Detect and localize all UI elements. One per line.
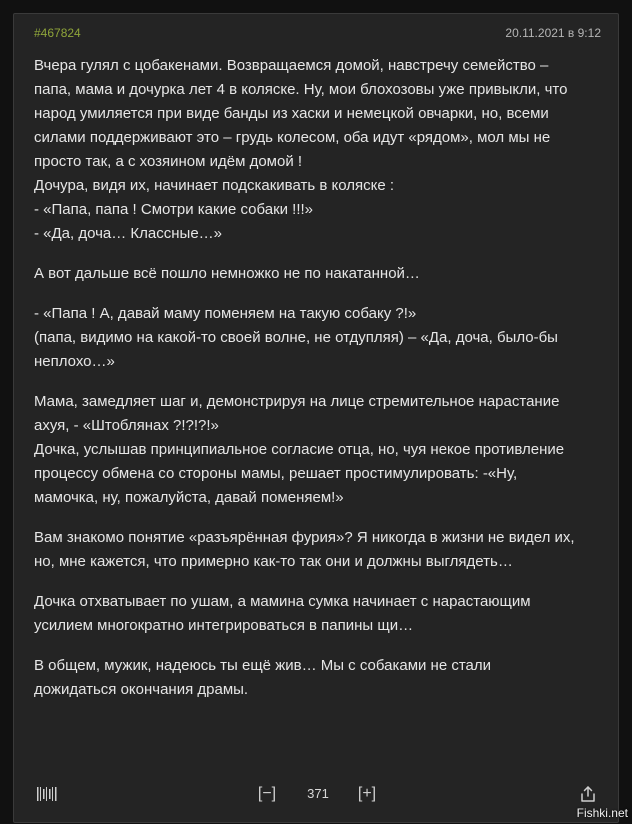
text-line: - «Папа, папа ! Смотри какие собаки !!!»: [34, 201, 314, 218]
text-line: ахуя, - «Штоблянах ?!?!?!»: [34, 417, 219, 434]
text-line: усилием многократно интегрироваться в папины щи…: [34, 617, 414, 634]
downvote-label: [−]: [257, 785, 277, 802]
quote-card: [13, 13, 619, 823]
share-button[interactable]: [575, 780, 601, 808]
text-line: - «Папа ! А, давай маму поменяем на такую собаку ?!»: [34, 305, 417, 322]
text-line: А вот дальше всё пошло немножко не по накатанной…: [34, 265, 420, 282]
text-line: Вам знакомо понятие «разъярённая фурия»? Я никогда в жизни не видел их,: [34, 529, 575, 546]
text-line: процессу обмена со стороны мамы, решает простимулировать: -«Ну,: [34, 465, 518, 482]
quote-date: 20.11.2021 в 9:12: [505, 26, 601, 40]
text-line: мамочка, ну, пожалуйста, давай поменяем!»: [34, 489, 344, 506]
paragraph: [34, 654, 606, 702]
text-line: Вчера гулял с цобакенами. Возвращаемся домой, навстречу семейство –: [34, 57, 549, 74]
text-line: (папа, видимо на какой-то своей волне, не отдупляя) – «Да, доча, было-бы: [34, 329, 558, 346]
downvote-button[interactable]: [254, 780, 280, 808]
text-line: неплохо…»: [34, 353, 115, 370]
paragraph: [34, 390, 606, 510]
text-line: В общем, мужик, надеюсь ты ещё жив… Мы с собаками не стали: [34, 657, 492, 674]
rating-count: 371: [307, 786, 329, 801]
barcode-icon: [36, 786, 58, 802]
text-line: Дочка, услышав принципиальное согласие отца, но, чуя некое противление: [34, 441, 565, 458]
paragraph: [34, 526, 606, 574]
paragraph: [34, 302, 606, 374]
paragraph: [34, 590, 606, 638]
text-line: папа, мама и дочурка лет 4 в коляске. Ну, мои блохозовы уже привыкли, что: [34, 81, 568, 98]
text-line: но, мне кажется, что примерно как-то так они и должны выглядеть…: [34, 553, 513, 570]
text-line: просто так, а с хозяином идём домой !: [34, 153, 303, 170]
quote-footer: [14, 780, 618, 808]
barcode-button[interactable]: [32, 780, 62, 808]
text-line: - «Да, доча… Классные…»: [34, 225, 223, 242]
paragraph: [34, 54, 606, 246]
paragraph: [34, 262, 606, 286]
upvote-button[interactable]: [354, 780, 380, 808]
quote-text: [34, 54, 606, 702]
text-line: народ умиляется при виде банды из хаски и немецкой овчарки, но, всеми: [34, 105, 549, 122]
text-line: Мама, замедляет шаг и, демонстрируя на лице стремительное нарастание: [34, 393, 560, 410]
upvote-label: [+]: [357, 785, 377, 802]
quote-id-link[interactable]: #467824: [34, 26, 81, 40]
text-line: Дочура, видя их, начинает подскакивать в коляске :: [34, 177, 394, 194]
text-line: Дочка отхватывает по ушам, а мамина сумка начинает с нарастающим: [34, 593, 531, 610]
share-icon: [579, 785, 597, 803]
site-watermark: Fishki.net: [576, 806, 628, 820]
text-line: силами поддерживают это – грудь колесом, оба идут «рядом», мол мы не: [34, 129, 551, 146]
text-line: дожидаться окончания драмы.: [34, 681, 249, 698]
